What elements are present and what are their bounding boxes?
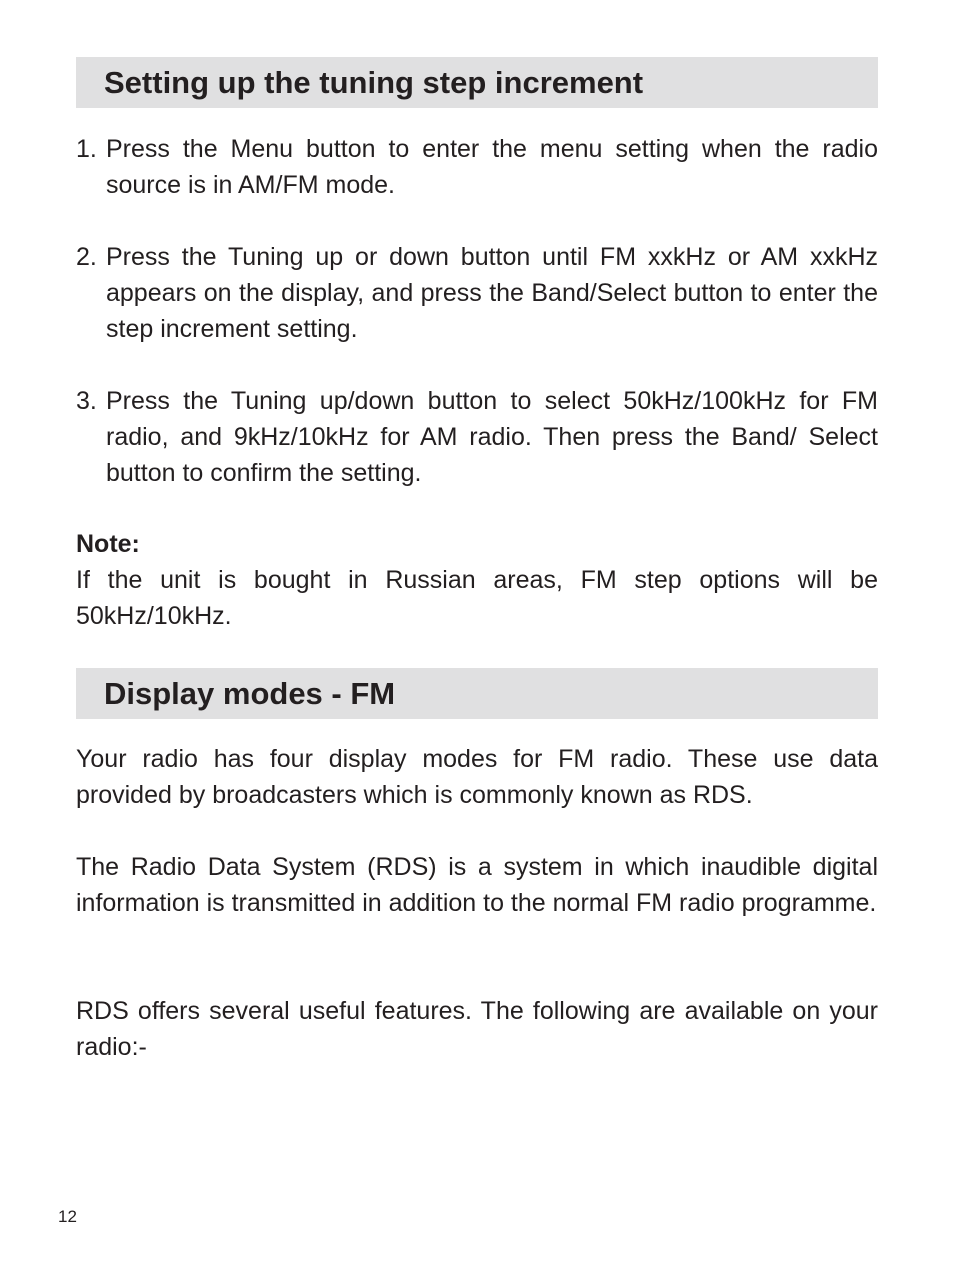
note-block — [76, 526, 878, 634]
step-number: 2. — [76, 243, 97, 271]
note-text: If the unit is bought in Russian areas, FM step options will be 50kHz/10kHz. — [76, 566, 878, 630]
section-title: Setting up the tuning step increment — [104, 65, 644, 100]
instruction-steps — [76, 131, 878, 527]
section-heading-tuning-step — [76, 57, 878, 108]
step-text: Press the Menu button to enter the menu setting when the radio source is in AM/FM mode. — [106, 135, 878, 199]
body-paragraph: Your radio has four display modes for FM radio. These use data provided by broadcasters which is commonly known as RDS. — [76, 745, 878, 809]
step-item — [76, 131, 878, 203]
section-heading-display-modes — [76, 668, 878, 719]
step-number: 3. — [76, 387, 97, 415]
step-item — [76, 383, 878, 491]
step-item — [76, 239, 878, 347]
body-paragraph: RDS offers several useful features. The following are available on your radio:- — [76, 997, 878, 1061]
step-number: 1. — [76, 135, 97, 163]
section-title: Display modes - FM — [104, 676, 396, 711]
step-text: Press the Tuning up/down button to select 50kHz/100kHz for FM radio, and 9kHz/10kHz for AM radio. Then press the Band/ Select button to confirm the setting. — [106, 387, 878, 487]
note-label: Note: — [76, 530, 140, 558]
step-text: Press the Tuning up or down button until FM xxkHz or AM xxkHz appears on the display, and press the Band/Select button to enter the step increment setting. — [106, 243, 878, 343]
body-paragraph: The Radio Data System (RDS) is a system in which inaudible digital information is transmitted in addition to the normal FM radio programme. — [76, 853, 878, 917]
page-number: 12 — [58, 1207, 77, 1226]
